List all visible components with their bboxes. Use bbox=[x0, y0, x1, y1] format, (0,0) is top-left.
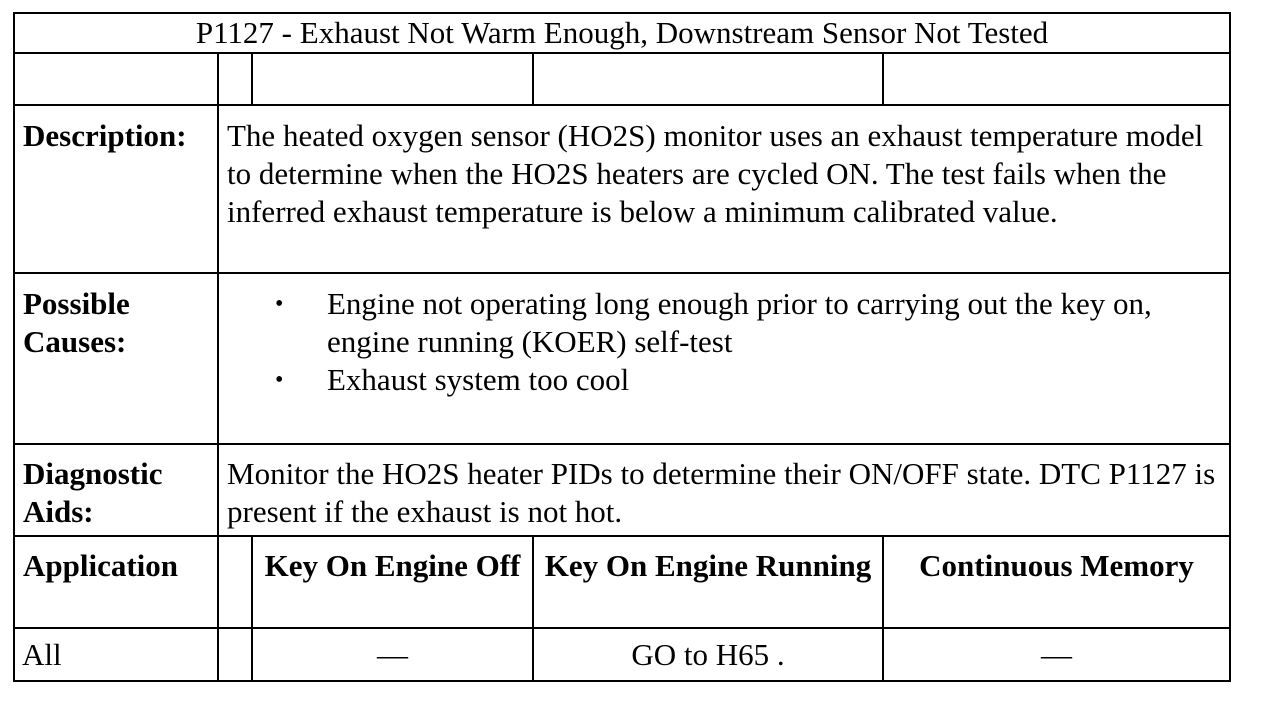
continuous-memory-value: — bbox=[883, 628, 1230, 681]
page-title: P1127 - Exhaust Not Warm Enough, Downstream Sensor Not Tested bbox=[14, 13, 1230, 53]
application-value: All bbox=[14, 628, 218, 681]
continuous-memory-header: Continuous Memory bbox=[883, 536, 1230, 628]
empty-cell bbox=[218, 53, 252, 105]
application-header-row bbox=[14, 536, 1230, 628]
diagnostic-aids-row bbox=[14, 444, 1230, 536]
empty-cell bbox=[218, 536, 252, 628]
possible-causes-label: Possible Causes: bbox=[14, 273, 218, 444]
dtc-table bbox=[13, 12, 1231, 682]
list-item: • Engine not operating long enough prior to carrying out the key on, engine running (KOER) self-test bbox=[327, 285, 1221, 361]
diagnostic-aids-label: Diagnostic Aids: bbox=[14, 444, 218, 536]
list-item: • Exhaust system too cool bbox=[327, 361, 1221, 399]
description-text: The heated oxygen sensor (HO2S) monitor uses an exhaust temperature model to determine when the HO2S heaters are cycled ON. The test fails when the inferred exhaust temperature is below a minimum calibrated value. bbox=[218, 105, 1230, 273]
koer-header: Key On Engine Running bbox=[533, 536, 883, 628]
koeo-value: — bbox=[252, 628, 533, 681]
description-row bbox=[14, 105, 1230, 273]
description-label: Description: bbox=[14, 105, 218, 273]
table-row bbox=[14, 628, 1230, 681]
empty-cell bbox=[252, 53, 533, 105]
possible-causes-cell bbox=[218, 273, 1230, 444]
possible-causes-list bbox=[227, 285, 1221, 399]
empty-cell bbox=[218, 628, 252, 681]
empty-cell bbox=[533, 53, 883, 105]
title-row bbox=[14, 13, 1230, 53]
diagnostic-aids-text: Monitor the HO2S heater PIDs to determine their ON/OFF state. DTC P1127 is present if the exhaust is not hot. bbox=[218, 444, 1230, 536]
empty-cell bbox=[14, 53, 218, 105]
koeo-header: Key On Engine Off bbox=[252, 536, 533, 628]
empty-cell bbox=[883, 53, 1230, 105]
application-header: Application bbox=[14, 536, 218, 628]
spacer-row bbox=[14, 53, 1230, 105]
possible-causes-row bbox=[14, 273, 1230, 444]
koer-value: GO to H65 . bbox=[533, 628, 883, 681]
